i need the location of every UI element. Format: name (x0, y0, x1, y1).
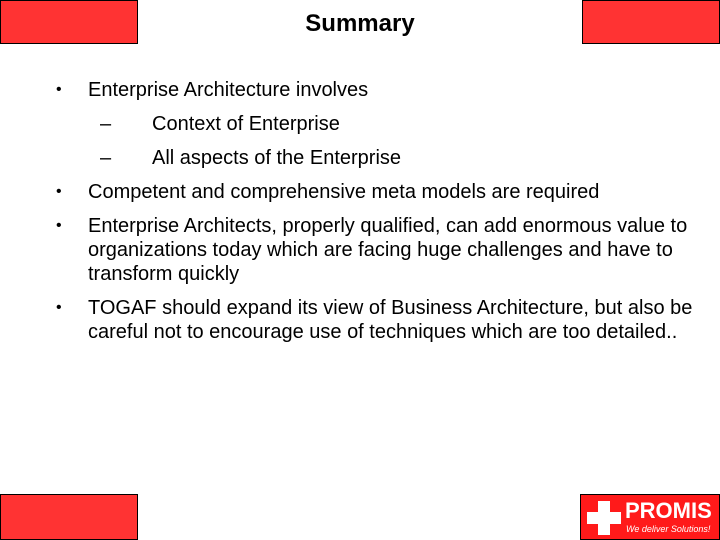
plus-cross-icon (587, 501, 621, 535)
sub-bullet-text: Context of Enterprise (152, 113, 340, 135)
corner-block-bottom-left (0, 494, 138, 540)
bullet-dot-icon: • (56, 183, 62, 200)
slide-body (56, 78, 696, 354)
bullet-text: Competent and comprehensive meta models are required (88, 181, 600, 203)
bullet-text: Enterprise Architecture involves (88, 79, 369, 101)
dash-icon: – (100, 147, 112, 169)
bullet-item (56, 78, 696, 102)
bullet-item (56, 296, 696, 344)
bullet-dot-icon: • (56, 299, 62, 316)
bullet-dot-icon: • (56, 81, 62, 98)
bullet-dot-icon: • (56, 217, 62, 234)
bullet-text: TOGAF should expand its view of Business Architecture, but also be careful not to encourage use of techniques which are too detailed.. (88, 297, 693, 343)
slide-title: Summary (305, 10, 415, 37)
sub-bullet-item (56, 146, 696, 170)
dash-icon: – (100, 113, 112, 135)
bullet-text: Enterprise Architects, properly qualified, can add enormous value to organizations today which are facing huge challenges and have to transform quickly (88, 215, 688, 285)
logo-tagline: We deliver Solutions! (626, 524, 711, 534)
promis-logo (580, 494, 720, 540)
bullet-item (56, 214, 696, 286)
sub-bullet-item (56, 112, 696, 136)
bullet-item (56, 180, 696, 204)
logo-brand-name: PROMIS (625, 498, 712, 523)
sub-bullet-text: All aspects of the Enterprise (152, 147, 402, 169)
